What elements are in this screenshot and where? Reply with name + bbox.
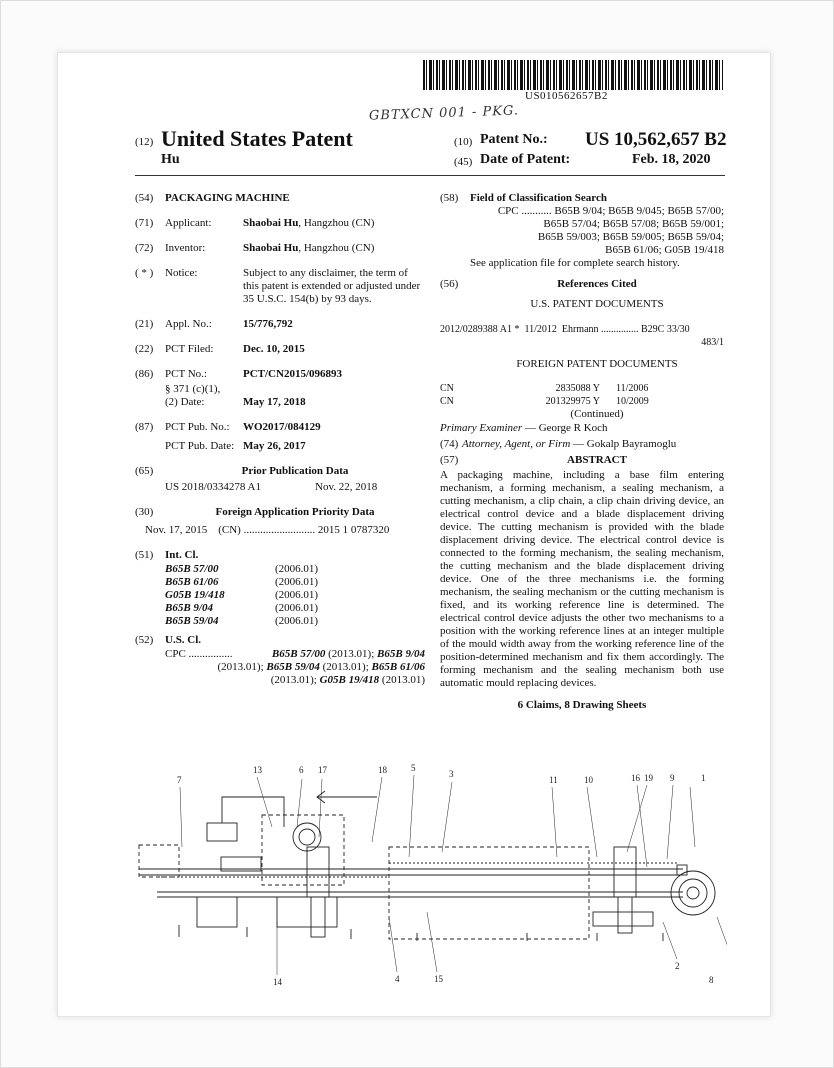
abstract-title: ABSTRACT <box>567 454 627 466</box>
film-roll-core <box>299 829 315 845</box>
code: (54) <box>135 192 154 204</box>
field-56 <box>440 278 724 291</box>
code: (86) <box>135 368 154 380</box>
patent-title-header: United States Patent <box>161 126 353 151</box>
label: PCT No.: <box>165 368 207 380</box>
drawing-label: 9 <box>670 773 675 783</box>
field-see: See application file for complete search history. <box>470 257 680 269</box>
cpc-version: (2013.01); <box>319 661 372 673</box>
code: (65) <box>135 465 154 477</box>
drawing-label: 18 <box>378 765 387 775</box>
drawing-label: 14 <box>273 977 282 987</box>
patent-number: US 10,562,657 B2 <box>585 129 727 150</box>
label: § 371 (c)(1), <box>165 383 221 395</box>
field-cpc-line: B65B 61/06; G05B 19/418 <box>605 244 724 256</box>
field-371 <box>135 383 425 396</box>
center-motor <box>277 897 337 927</box>
intcl-item <box>165 615 425 628</box>
intcl-item <box>165 602 425 615</box>
cpc-class: G05B 19/418 <box>319 674 380 686</box>
field-notice <box>135 267 425 306</box>
intcl-item <box>165 589 425 602</box>
prior-pub-title: Prior Publication Data <box>241 465 349 477</box>
patent-page <box>57 52 771 1017</box>
drawing-label: 4 <box>395 974 400 984</box>
uscl-label: U.S. Cl. <box>165 634 202 646</box>
cpc-version: (2013.01) <box>379 674 425 686</box>
code: (74) <box>440 438 459 450</box>
intcl-version: (2006.01) <box>275 589 319 601</box>
code-12: (12) <box>135 136 154 148</box>
examiner-label: Primary Examiner <box>440 422 523 434</box>
code: (51) <box>135 549 154 561</box>
intcl-class: B65B 57/00 <box>165 563 219 575</box>
barcode <box>423 60 723 90</box>
pub-no: WO2017/084129 <box>243 421 321 433</box>
forming-pipe <box>222 797 284 827</box>
right-base <box>593 912 653 926</box>
code-10: (10) <box>454 136 473 148</box>
label: PCT Pub. Date: <box>165 440 235 452</box>
code: (21) <box>135 318 154 330</box>
prior-pub-row <box>135 481 425 494</box>
cutting-post <box>618 897 632 933</box>
pct-no: PCT/CN2015/096893 <box>243 368 342 380</box>
us-docs-title: U.S. PATENT DOCUMENTS <box>530 298 664 310</box>
field-371-date <box>135 396 425 409</box>
foreign-doc-date: 10/2009 <box>616 396 649 407</box>
inventor-location: , Hangzhou (CN) <box>298 242 375 254</box>
intcl-list <box>165 563 425 628</box>
label: Inventor: <box>165 242 206 254</box>
left-motor <box>197 897 237 927</box>
code-45: (45) <box>454 156 473 168</box>
patent-no-label: Patent No.: <box>480 132 548 147</box>
foreign-docs <box>440 382 724 408</box>
field-21 <box>135 318 425 331</box>
foreign-doc <box>440 395 724 408</box>
field-cpc-line: B65B 57/04; B65B 57/08; B65B 59/001; <box>543 218 724 230</box>
pub-date: May 26, 2017 <box>243 440 306 452</box>
applicant-name: Shaobai Hu <box>243 217 299 229</box>
intcl-version: (2006.01) <box>275 602 319 614</box>
foreign-doc-cc: CN <box>440 396 454 407</box>
label: Applicant: <box>165 217 212 229</box>
drawing-label: 17 <box>318 765 327 775</box>
header-rule <box>135 175 725 176</box>
cpc-class: B65B 61/06 <box>371 661 425 673</box>
foreign-doc-cc: CN <box>440 383 454 394</box>
field-cpc-line: CPC ........... B65B 9/04; B65B 9/045; B65B 57/00; <box>497 205 724 217</box>
claims-line: 6 Claims, 8 Drawing Sheets <box>517 699 647 711</box>
field-search-title: Field of Classification Search <box>470 192 607 204</box>
date-of-patent: Feb. 18, 2020 <box>632 152 711 167</box>
code: (57) <box>440 454 459 466</box>
prior-pub-no: US 2018/0334278 A1 <box>165 481 261 493</box>
feed-roll-core <box>687 887 699 899</box>
code: (52) <box>135 634 154 646</box>
cpc-version: (2013.01); <box>217 661 267 673</box>
cpc-class: B65B 59/04 <box>266 661 320 673</box>
date-of-patent-label: Date of Patent: <box>480 152 571 167</box>
foreign-doc <box>440 382 724 395</box>
pct-filed: Dec. 10, 2015 <box>243 343 305 355</box>
code: (71) <box>135 217 154 229</box>
attorney-name: — Gokalp Bayramoglu <box>570 438 677 450</box>
code: (56) <box>440 278 459 290</box>
drawing-label: 5 <box>411 763 416 773</box>
drawing-label: 1 <box>701 773 706 783</box>
invention-title: PACKAGING MACHINE <box>165 192 290 204</box>
direction-arrow <box>317 791 377 803</box>
us-doc-1b: 483/1 <box>701 337 724 348</box>
label: Appl. No.: <box>165 318 212 330</box>
drawing-label: 2 <box>675 961 680 971</box>
cutting-column <box>614 847 636 897</box>
foreign-doc-no: 201329975 Y <box>545 396 600 407</box>
label: PCT Filed: <box>165 343 214 355</box>
intcl-label: Int. Cl. <box>165 549 199 561</box>
intcl-class: B65B 61/06 <box>165 576 219 588</box>
intcl-version: (2006.01) <box>275 615 319 627</box>
clip-chain-region <box>389 847 589 939</box>
code: ( * ) <box>135 267 154 279</box>
examiner-name: — George R Koch <box>522 422 608 434</box>
intcl-version: (2006.01) <box>275 563 319 575</box>
code: (87) <box>135 421 154 433</box>
intcl-item <box>165 576 425 589</box>
refs-title: References Cited <box>557 278 637 290</box>
field-52 <box>135 634 425 647</box>
barcode-number: US010562657B2 <box>525 90 608 102</box>
foreign-prio-line: Nov. 17, 2015 (CN) .......................... 2015 1 0787320 <box>145 524 390 536</box>
field-cpc-line: B65B 59/003; B65B 59/005; B65B 59/04; <box>537 231 724 243</box>
cpc-class: B65B 9/04 <box>377 648 425 660</box>
handwritten-note: GBTXCN 001 - PKG. <box>368 103 520 124</box>
field-71 <box>135 217 425 230</box>
field-58 <box>440 192 724 205</box>
code: (22) <box>135 343 154 355</box>
frame-legs <box>179 925 663 941</box>
drawing-label: 19 <box>644 773 653 783</box>
abstract-text: A packaging machine, including a base film entering mechanism, a forming mechanism, a sealing mechanism, a cutting mechanism, a clip chain, a clip chain driving device, an electrical control device and a blade displacement driving device. The cutting mechanism is provided with the blade displacement driving device. The electrical control device is connected to the forming mechanism, the sealing mechanism, the cutting mechanism and the blade displacement driving device. One of the three mechanisms i.e. the forming mechanism, the sealing mechanism or the cutting mechanism is fixed, and its working reference line is determined. The electrical control device adjusts the other two mechanisms to a position with the working reference lines at an integer multiple of the mould width away from the working reference line of the position-determined mechanism and fix them accordingly. The forming mechanism and the sealing mechanism both use automatic mould replacing devices. <box>440 469 724 689</box>
foreign-docs-title: FOREIGN PATENT DOCUMENTS <box>516 358 678 370</box>
forming-unit <box>207 823 237 841</box>
field-51 <box>135 549 425 562</box>
cpc-version: (2013.01); <box>325 648 378 660</box>
us-doc-1: 2012/0289388 A1 * 11/2012 Ehrmann ............... B29C 33/30 <box>440 324 690 335</box>
appl-no: 15/776,792 <box>243 318 293 330</box>
field-pub-date <box>135 440 425 453</box>
feed-roll-inner <box>679 879 707 907</box>
left-column <box>135 192 425 687</box>
drawing-label: 6 <box>299 765 304 775</box>
drawing-label: 16 <box>631 773 640 783</box>
inventor-surname: Hu <box>161 152 180 167</box>
field-search-cpc <box>470 205 724 257</box>
field-22 <box>135 343 425 356</box>
drawing-label: 13 <box>253 765 262 775</box>
drawing-label: 15 <box>434 974 443 984</box>
prior-pub-date: Nov. 22, 2018 <box>315 481 378 493</box>
foreign-prio-row <box>135 524 425 537</box>
label: PCT Pub. No.: <box>165 421 230 433</box>
intcl-class: B65B 9/04 <box>165 602 213 614</box>
code: (30) <box>135 506 154 518</box>
field-30 <box>135 506 425 519</box>
base-film-region <box>139 845 179 877</box>
field-72 <box>135 242 425 255</box>
code: (58) <box>440 192 459 204</box>
foreign-doc-no: 2835088 Y <box>555 383 600 394</box>
field-54 <box>135 192 425 205</box>
uscl-cpc <box>165 648 425 687</box>
drawing-label: 10 <box>584 775 593 785</box>
applicant-location: , Hangzhou (CN) <box>298 217 375 229</box>
attorney-label: Attorney, Agent, or Firm <box>462 438 571 450</box>
field-65 <box>135 465 425 478</box>
sealing-post <box>311 897 325 937</box>
field-86 <box>135 368 425 381</box>
code: (72) <box>135 242 154 254</box>
drawing-label: 11 <box>549 775 558 785</box>
label: Notice: <box>165 267 198 279</box>
cpc-version: (2013.01); <box>270 674 320 686</box>
continued: (Continued) <box>570 408 624 420</box>
cpc-prefix: CPC ................ <box>165 648 233 660</box>
label: (2) Date: <box>165 396 205 408</box>
feed-roll <box>671 871 715 915</box>
drawing-label: 7 <box>177 775 182 785</box>
drawing-label: 8 <box>709 975 714 985</box>
right-column <box>440 192 724 712</box>
intcl-version: (2006.01) <box>275 576 319 588</box>
intcl-item <box>165 563 425 576</box>
foreign-prio-title: Foreign Application Priority Data <box>215 506 375 518</box>
field-57 <box>440 454 724 467</box>
notice-text: Subject to any disclaimer, the term of this patent is extended or adjusted under 35 U.S.C. 154(b) by 93 days. <box>243 267 421 305</box>
cpc-class: B65B 57/00 <box>271 648 326 660</box>
inventor-name: Shaobai Hu <box>243 242 299 254</box>
sealing-column <box>307 847 329 897</box>
foreign-doc-date: 11/2006 <box>616 383 649 394</box>
s371-date: May 17, 2018 <box>243 396 306 408</box>
field-87 <box>135 421 425 434</box>
intcl-class: B65B 59/04 <box>165 615 219 627</box>
drawing-label: 3 <box>449 769 454 779</box>
intcl-class: G05B 19/418 <box>165 589 225 601</box>
patent-drawing <box>127 747 727 992</box>
